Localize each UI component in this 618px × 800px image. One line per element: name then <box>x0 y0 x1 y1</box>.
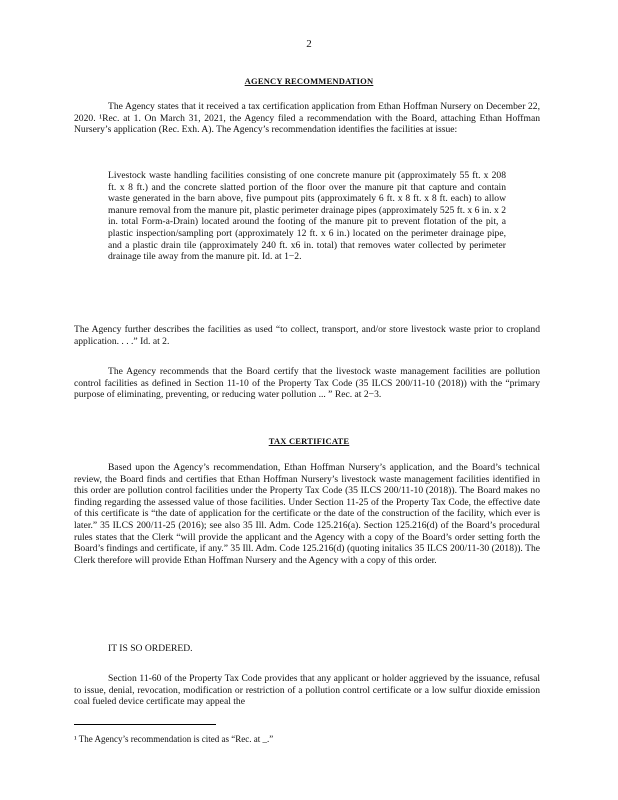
agency-paragraph-2: The Agency further describes the facilities as used “to collect, transport, and/or store livestock waste prior to cropland application. . . .” Id. at 2. <box>74 324 540 347</box>
agency-paragraph-3: The Agency recommends that the Board certify that the livestock waste management facilities are pollution control facilities as defined in Section 11-10 of the Property Tax Code (35 ILCS 200/11-10 (2018)) with the “primary purpose of eliminating, preventing, or reducing water pollution ... ” Rec. at 2−3. <box>74 366 540 401</box>
footnote-divider <box>74 724 216 725</box>
appeal-paragraph: Section 11-60 of the Property Tax Code provides that any applicant or holder aggrieved by the issuance, refusal to issue, denial, revocation, modification or restriction of a pollution control certificate or a low sulfur dioxide emission coal fueled device certificate may appeal the <box>74 673 540 708</box>
tax-certificate-heading: TAX CERTIFICATE <box>268 436 350 446</box>
agency-recommendation-heading: AGENCY RECOMMENDATION <box>244 76 374 86</box>
agency-paragraph-1: The Agency states that it received a tax certification application from Ethan Hoffman Nursery on December 22, 2020. ¹Rec. at 1. On March 31, 2021, the Agency filed a recommendation with the Board, attaching Ethan Hoffman Nursery’s application (Rec. Exh. A). The Agency’s recommendation identifies the facilities at issue: <box>74 101 540 136</box>
facilities-block-quote: Livestock waste handling facilities consisting of one concrete manure pit (approximately 55 ft. x 208 ft. x 8 ft.) and the concrete slatted portion of the floor over the manure pit that capture and contain waste generated in the barn above, five pumpout pits (approximately 6 ft. x 8 ft. x 8 ft. each) to allow manure removal from the manure pit, plastic perimeter drainage pipes (approximately 525 ft. x 6 in. x 2 in. total Form-a-Drain) located around the footing of the manure pit to prevent flotation of the pit, a plastic inspection/sampling port (approximately 12 ft. x 6 in.) located on the perimeter drainage pipe, and a plastic drain tile (approximately 240 ft. x6 in. total) that removes water collected by perimeter drainage tile away from the manure pit. Id. at 1−2. <box>108 170 507 263</box>
so-ordered-line: IT IS SO ORDERED. <box>108 643 193 654</box>
page-number: 2 <box>306 38 312 50</box>
footnote: ¹ The Agency’s recommendation is cited as “Rec. at _.” <box>74 734 274 744</box>
tax-certificate-paragraph: Based upon the Agency’s recommendation, Ethan Hoffman Nursery’s application, and the Board’s technical review, the Board finds and certifies that Ethan Hoffman Nursery’s livestock waste management facilities identified in this order are pollution control facilities under the Property Tax Code (35 ILCS 200/11-10 (2018)). The Board makes no finding regarding the assessed value of those facilities. Under Section 11-25 of the Property Tax Code, the effective date of this certificate is “the date of application for the certificate or the date of the construction of the facility, which ever is later.” 35 ILCS 200/11-25 (2016); see also 35 Ill. Adm. Code 125.216(a). Section 125.216(d) of the Board’s procedural rules states that the Clerk “will provide the applicant and the Agency with a copy of the Board’s order setting forth the Board’s findings and certificate, if any.” 35 Ill. Adm. Code 125.216(d) (quoting initalics 35 ILCS 200/11-30 (2018)). The Clerk therefore will provide Ethan Hoffman Nursery and the Agency with a copy of this order. <box>74 462 540 566</box>
